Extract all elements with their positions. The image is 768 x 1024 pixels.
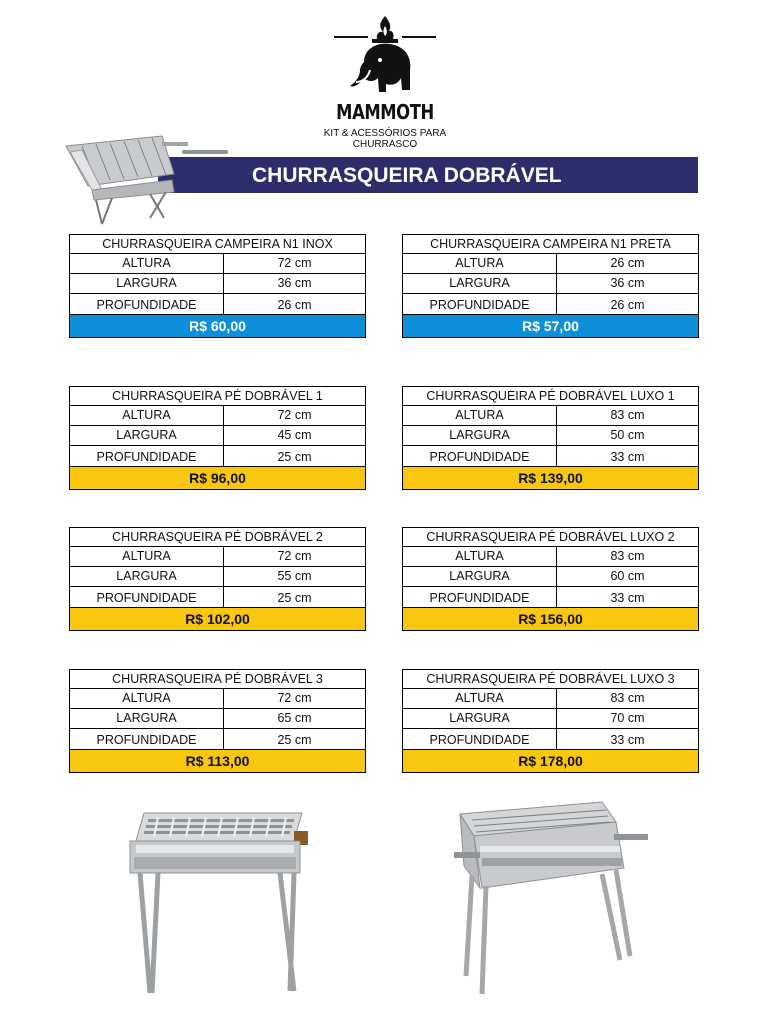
spec-row xyxy=(403,293,698,314)
spec-row xyxy=(70,708,365,728)
spec-value: 83 cm xyxy=(610,408,645,422)
price-label: R$ 60,00 xyxy=(70,314,365,337)
product-table xyxy=(69,386,366,490)
spec-row xyxy=(403,405,698,425)
spec-value: 72 cm xyxy=(277,549,312,563)
brand-name: MAMMOTH xyxy=(336,100,434,124)
product-name: CHURRASQUEIRA PÉ DOBRÁVEL LUXO 1 xyxy=(426,389,675,403)
spec-value: 72 cm xyxy=(277,408,312,422)
spec-value: 36 cm xyxy=(277,276,312,290)
spec-label: LARGURA xyxy=(70,567,224,586)
spec-value: 26 cm xyxy=(610,256,645,270)
spec-row xyxy=(403,253,698,273)
spec-row xyxy=(70,425,365,445)
product-table xyxy=(402,386,699,490)
spec-row xyxy=(70,253,365,273)
spec-value: 26 cm xyxy=(277,298,312,312)
mammoth-logo-icon xyxy=(334,12,436,100)
spec-label: PROFUNDIDADE xyxy=(403,729,557,749)
spec-value: 33 cm xyxy=(610,591,645,605)
product-table xyxy=(402,234,699,338)
spec-value: 50 cm xyxy=(610,428,645,442)
spec-label: LARGURA xyxy=(403,709,557,728)
spec-label: ALTURA xyxy=(403,547,557,566)
price-label: R$ 156,00 xyxy=(403,607,698,630)
spec-row xyxy=(70,293,365,314)
spec-label: ALTURA xyxy=(70,547,224,566)
spec-label: ALTURA xyxy=(403,689,557,708)
spec-value: 26 cm xyxy=(610,298,645,312)
spec-label: ALTURA xyxy=(70,406,224,425)
folding-leg-grill-icon xyxy=(118,805,318,1000)
spec-label: PROFUNDIDADE xyxy=(70,294,224,314)
spec-row xyxy=(403,586,698,607)
product-name: CHURRASQUEIRA PÉ DOBRÁVEL 2 xyxy=(112,530,323,544)
spec-value: 25 cm xyxy=(277,591,312,605)
product-name: CHURRASQUEIRA CAMPEIRA N1 INOX xyxy=(102,237,333,251)
price-label: R$ 113,00 xyxy=(70,749,365,772)
spec-label: PROFUNDIDADE xyxy=(403,587,557,607)
product-table xyxy=(402,669,699,773)
product-table xyxy=(69,234,366,338)
price-label: R$ 96,00 xyxy=(70,466,365,489)
spec-row xyxy=(70,546,365,566)
spec-row xyxy=(403,688,698,708)
spec-label: PROFUNDIDADE xyxy=(70,446,224,466)
spec-value: 72 cm xyxy=(277,256,312,270)
spec-value: 72 cm xyxy=(277,691,312,705)
spec-label: LARGURA xyxy=(403,567,557,586)
spec-label: ALTURA xyxy=(70,254,224,273)
spec-label: LARGURA xyxy=(70,274,224,293)
spec-value: 45 cm xyxy=(277,428,312,442)
spec-row xyxy=(70,688,365,708)
tagline-line-2: CHURRASCO xyxy=(352,139,418,150)
spec-label: LARGURA xyxy=(403,426,557,445)
brand-logo xyxy=(320,12,450,152)
folding-leg-grill-luxo-icon xyxy=(452,796,652,1001)
spec-value: 83 cm xyxy=(610,549,645,563)
spec-row xyxy=(70,273,365,293)
price-label: R$ 178,00 xyxy=(403,749,698,772)
price-label: R$ 57,00 xyxy=(403,314,698,337)
spec-label: LARGURA xyxy=(70,709,224,728)
spec-row xyxy=(70,586,365,607)
spec-label: PROFUNDIDADE xyxy=(403,294,557,314)
spec-row xyxy=(403,425,698,445)
spec-value: 36 cm xyxy=(610,276,645,290)
tagline-line-1: KIT & ACESSÓRIOS PARA xyxy=(323,128,447,139)
product-table xyxy=(69,669,366,773)
brand-tagline xyxy=(320,128,450,150)
spec-value: 83 cm xyxy=(610,691,645,705)
spec-row xyxy=(70,566,365,586)
spec-row xyxy=(403,708,698,728)
product-name: CHURRASQUEIRA PÉ DOBRÁVEL 3 xyxy=(112,672,323,686)
spec-row xyxy=(70,728,365,749)
product-name: CHURRASQUEIRA PÉ DOBRÁVEL 1 xyxy=(112,389,323,403)
spec-label: ALTURA xyxy=(403,406,557,425)
price-label: R$ 139,00 xyxy=(403,466,698,489)
spec-label: ALTURA xyxy=(70,689,224,708)
spec-value: 70 cm xyxy=(610,711,645,725)
spec-value: 55 cm xyxy=(277,569,312,583)
spec-label: PROFUNDIDADE xyxy=(70,587,224,607)
spec-row xyxy=(70,405,365,425)
spec-value: 25 cm xyxy=(277,733,312,747)
spec-value: 33 cm xyxy=(610,733,645,747)
spec-row xyxy=(403,566,698,586)
spec-row xyxy=(403,445,698,466)
spec-row xyxy=(403,728,698,749)
product-name: CHURRASQUEIRA CAMPEIRA N1 PRETA xyxy=(430,237,671,251)
spec-label: PROFUNDIDADE xyxy=(403,446,557,466)
page-title: CHURRASQUEIRA DOBRÁVEL xyxy=(252,164,562,187)
spec-value: 25 cm xyxy=(277,450,312,464)
spec-label: LARGURA xyxy=(70,426,224,445)
price-label: R$ 102,00 xyxy=(70,607,365,630)
spec-value: 33 cm xyxy=(610,450,645,464)
spec-label: ALTURA xyxy=(403,254,557,273)
spec-label: PROFUNDIDADE xyxy=(70,729,224,749)
spec-value: 60 cm xyxy=(610,569,645,583)
product-name: CHURRASQUEIRA PÉ DOBRÁVEL LUXO 3 xyxy=(426,672,675,686)
spec-row xyxy=(403,546,698,566)
spec-row xyxy=(70,445,365,466)
product-table xyxy=(69,527,366,631)
product-table xyxy=(402,527,699,631)
product-name: CHURRASQUEIRA PÉ DOBRÁVEL LUXO 2 xyxy=(426,530,675,544)
spec-row xyxy=(403,273,698,293)
spec-label: LARGURA xyxy=(403,274,557,293)
spec-value: 65 cm xyxy=(277,711,312,725)
folding-campfire-grill-icon xyxy=(62,128,232,228)
